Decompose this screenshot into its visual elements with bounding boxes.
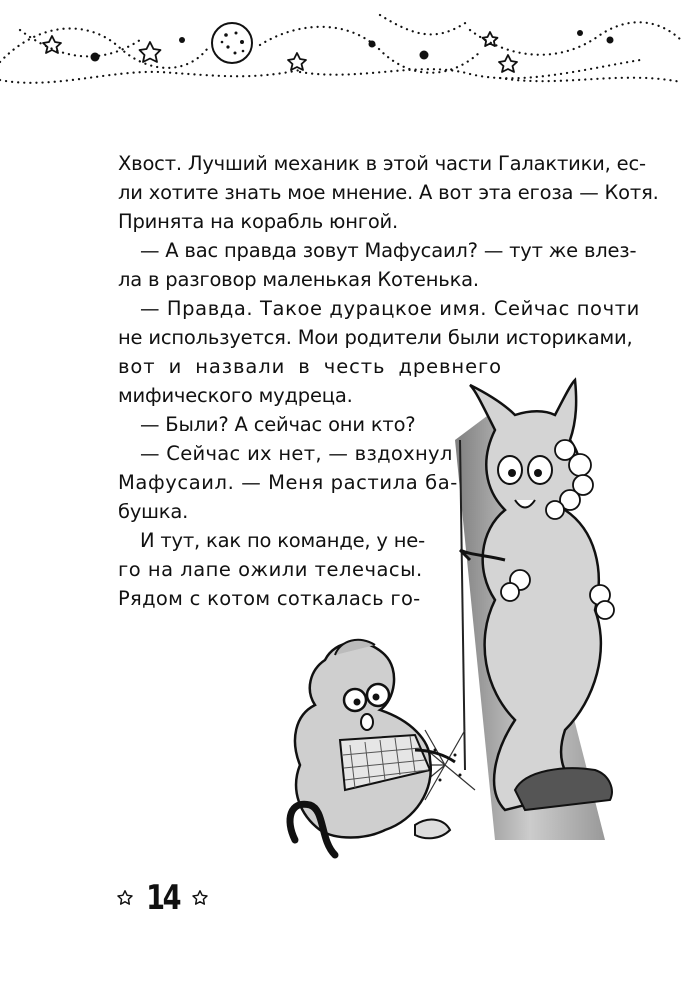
text-line: бушка. — [118, 500, 189, 523]
page-folio — [116, 878, 209, 918]
page-number: 14 — [146, 878, 180, 918]
text-line: И тут, как по команде, у не- — [140, 529, 425, 552]
starry-border-icon — [0, 0, 681, 100]
text-line: Принята на корабль юнгой. — [118, 210, 399, 233]
text-line: Мафусаил. — Меня растила ба- — [118, 471, 458, 494]
text-line: ли хотите знать мое мнение. А вот эта егоза — Котя. — [118, 181, 659, 204]
text-line: мифического мудреца. — [118, 384, 353, 407]
text-line: вот и назвали в честь древнего — [118, 355, 502, 378]
text-line: — Правда. Такое дурацкое имя. Сейчас почти — [140, 297, 640, 320]
text-line: ла в разговор маленькая Котенька. — [118, 268, 479, 291]
text-line: Рядом с котом соткалась го- — [118, 587, 421, 610]
text-line: — Сейчас их нет, — вздохнул — [140, 442, 453, 465]
text-line: — Были? А сейчас они кто? — [140, 413, 416, 436]
text-line: го на лапе ожили телечасы. — [118, 558, 423, 581]
star-outline-icon — [191, 889, 209, 907]
text-line: не используется. Мои родители были историками, — [118, 326, 633, 349]
text-line: — А вас правда зовут Мафусаил? — тут же влез- — [140, 239, 637, 262]
text-line: Хвост. Лучший механик в этой части Галактики, ес- — [118, 152, 646, 175]
two-cats-illustration-icon — [265, 370, 665, 870]
star-outline-icon — [116, 889, 134, 907]
